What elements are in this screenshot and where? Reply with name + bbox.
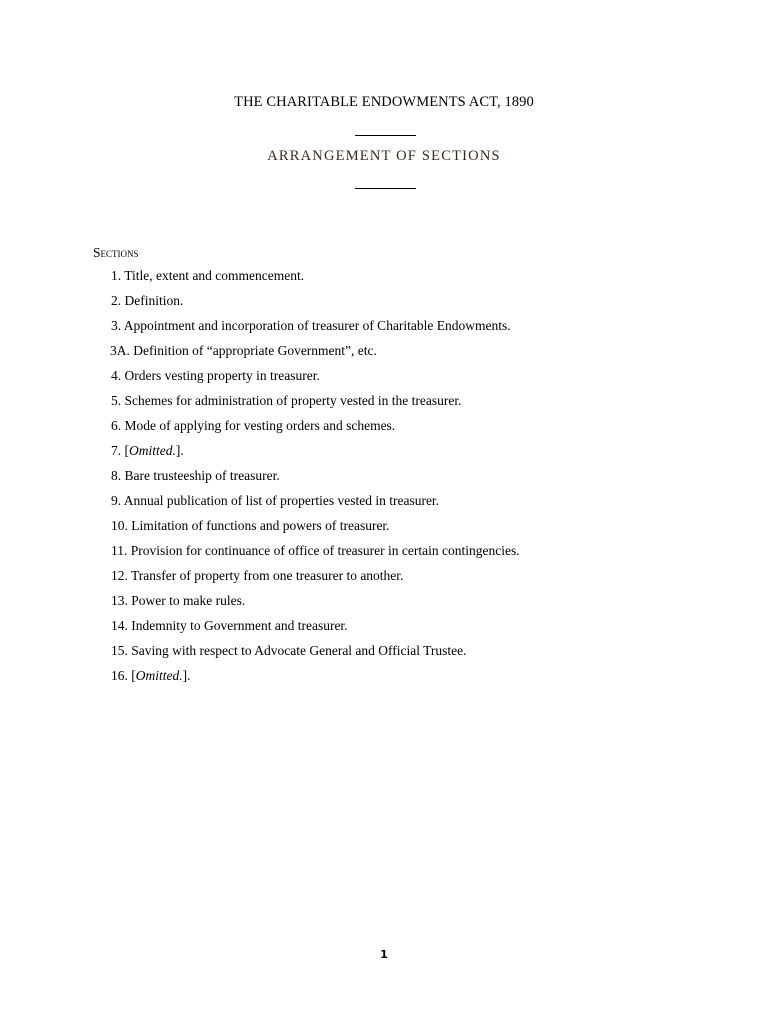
section-title: Definition of “appropriate Government”, etc.	[133, 343, 377, 358]
section-title: Saving with respect to Advocate General and Official Trustee.	[131, 643, 467, 658]
section-number: 3A.	[110, 343, 130, 358]
section-item	[111, 493, 520, 518]
section-item	[111, 268, 520, 293]
omitted-text: Omitted.	[129, 443, 176, 458]
section-title: Orders vesting property in treasurer.	[124, 368, 320, 383]
bracket-open: [	[131, 668, 136, 683]
bracket-close: ].	[182, 668, 191, 683]
section-item	[111, 393, 520, 418]
section-title: Transfer of property from one treasurer to another.	[131, 568, 404, 583]
sections-list	[111, 268, 520, 693]
section-number: 1.	[111, 268, 122, 283]
section-item	[111, 618, 520, 643]
heading-separator-rule	[355, 188, 416, 189]
section-item	[111, 293, 520, 318]
section-title: Schemes for administration of property vested in the treasurer.	[124, 393, 462, 408]
bracket-open: [	[124, 443, 129, 458]
omitted-text: Omitted.	[135, 668, 183, 683]
section-number: 2.	[111, 293, 122, 308]
section-number: 5.	[111, 393, 122, 408]
section-item	[111, 443, 520, 468]
arrangement-heading: ARRANGEMENT OF SECTIONS	[267, 148, 501, 164]
section-title: Indemnity to Government and treasurer.	[131, 618, 348, 633]
section-number: 11.	[111, 543, 128, 558]
section-number: 7.	[111, 443, 122, 458]
bracket-close: ].	[175, 443, 184, 458]
section-item	[110, 343, 520, 368]
section-number: 10.	[111, 518, 128, 533]
act-title: THE CHARITABLE ENDOWMENTS ACT, 1890	[234, 94, 534, 110]
section-number: 4.	[111, 368, 122, 383]
sections-label: Sections	[93, 245, 139, 260]
section-title: Appointment and incorporation of treasurer of Charitable Endowments.	[123, 318, 511, 333]
section-number: 12.	[111, 568, 128, 583]
section-item	[111, 568, 520, 593]
section-number: 3.	[111, 318, 122, 333]
section-number: 6.	[111, 418, 122, 433]
section-title: Title, extent and commencement.	[124, 268, 305, 283]
section-item	[111, 468, 520, 493]
section-title: Limitation of functions and powers of treasurer.	[131, 518, 390, 533]
section-number: 9.	[111, 493, 122, 508]
section-title: Definition.	[124, 293, 184, 308]
section-item	[111, 368, 520, 393]
section-number: 13.	[111, 593, 128, 608]
section-title: Power to make rules.	[131, 593, 246, 608]
section-title: Provision for continuance of office of treasurer in certain contingencies.	[130, 543, 520, 558]
section-number: 8.	[111, 468, 122, 483]
section-number: 14.	[111, 618, 128, 633]
section-item	[111, 418, 520, 443]
section-item	[111, 518, 520, 543]
title-separator-rule	[355, 135, 416, 136]
section-item	[111, 318, 520, 343]
section-number: 15.	[111, 643, 128, 658]
section-item	[111, 668, 520, 693]
section-title: Annual publication of list of properties vested in treasurer.	[123, 493, 440, 508]
section-number: 16.	[111, 668, 128, 683]
section-item	[111, 593, 520, 618]
section-item	[111, 543, 520, 568]
section-item	[111, 643, 520, 668]
section-title: Bare trusteeship of treasurer.	[124, 468, 280, 483]
section-title: Mode of applying for vesting orders and schemes.	[124, 418, 396, 433]
page-number: 1	[380, 948, 388, 961]
